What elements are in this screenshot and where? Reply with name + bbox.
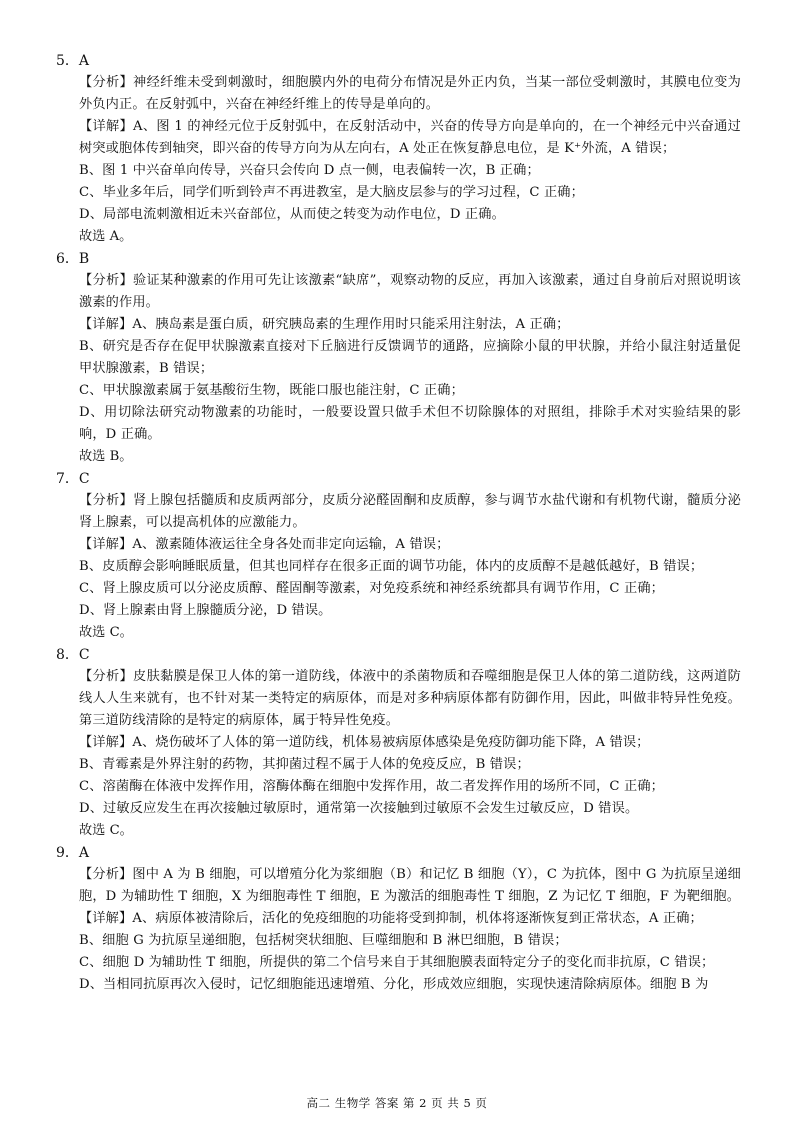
question-block-9 — [56, 843, 741, 996]
detail-line: C、溶菌酶在体液中发挥作用，溶酶体酶在细胞中发挥作用，故二者发挥作用的场所不同，C 正确； — [79, 779, 664, 794]
answer-page-content — [56, 51, 741, 996]
question-number: 8．C — [56, 647, 90, 663]
question-block-6 — [56, 249, 741, 468]
detail-line: 【详解】A、激素随体液运往全身各处而非定向运输，A 错误； — [79, 537, 450, 552]
detail-line: C、毕业多年后，同学们听到铃声不再进教室，是大脑皮层参与的学习过程，C 正确； — [79, 185, 584, 200]
question-block-8 — [56, 645, 741, 842]
conclusion-line: 故选 C。 — [79, 625, 133, 640]
question-block-5 — [56, 51, 741, 248]
detail-line: C、细胞 D 为辅助性 T 细胞，所提供的第二个信号来自于其细胞膜表面特定分子的变化而非抗原，C 错误； — [79, 955, 715, 970]
detail-line: B、研究是否存在促甲状腺激素直接对下丘脑进行反馈调节的通路，应摘除小鼠的甲状腺，并给小鼠注射适量促甲状腺激素，B 错误； — [79, 339, 741, 376]
analysis-paragraph: 【分析】验证某种激素的作用可先让该激素“缺席”，观察动物的反应，再加入该激素，通过自身前后对照说明该激素的作用。 — [79, 273, 741, 310]
detail-line: D、肾上腺素由肾上腺髓质分泌，D 错误。 — [79, 603, 332, 618]
conclusion-line: 故选 B。 — [79, 449, 133, 464]
analysis-paragraph: 【分析】肾上腺包括髓质和皮质两部分，皮质分泌醛固酮和皮质醇，参与调节水盐代谢和有机物代谢，髓质分泌肾上腺素，可以提高机体的应激能力。 — [79, 493, 741, 530]
analysis-paragraph: 【分析】图中 A 为 B 细胞，可以增殖分化为浆细胞（B）和记忆 B 细胞（Y），C 为抗体，图中 G 为抗原呈递细胞，D 为辅助性 T 细胞，X 为细胞毒性 T 细胞，E 为激活的细胞毒性 T 细胞，Z 为记忆 T 细胞，F 为靶细胞。 — [79, 867, 741, 904]
analysis-paragraph: 【分析】皮肤黏膜是保卫人体的第一道防线，体液中的杀菌物质和吞噬细胞是保卫人体的第二道防线，这两道防线人人生来就有，也不针对某一类特定的病原体，而是对多种病原体都有防御作用，因此，叫做非特异性免疫。第三道防线清除的是特定的病原体，属于特异性免疫。 — [79, 669, 741, 728]
detail-line: D、过敏反应发生在再次接触过敏原时，通常第一次接触到过敏原不会发生过敏反应，D 错误。 — [79, 801, 639, 816]
detail-line: D、用切除法研究动物激素的功能时，一般要设置只做手术但不切除腺体的对照组，排除手术对实验结果的影响，D 正确。 — [79, 405, 741, 442]
detail-line: B、青霉素是外界注射的药物，其抑菌过程不属于人体的免疫反应，B 错误； — [79, 757, 530, 772]
conclusion-line: 故选 A。 — [79, 229, 133, 244]
question-number: 9．A — [56, 845, 90, 861]
detail-line: 【详解】A、图 1 的神经元位于反射弧中，在反射活动中，兴奋的传导方向是单向的，在一个神经元中兴奋通过树突或胞体传到轴突，即兴奋的传导方向为从左向右，A 处正在恢复静息电位，是 K⁺外流，A 错误； — [79, 119, 741, 156]
detail-line: B、图 1 中兴奋单向传导，兴奋只会传向 D 点一侧，电表偏转一次，B 正确； — [79, 163, 540, 178]
question-number: 6．B — [56, 251, 90, 267]
detail-line: D、当相同抗原再次入侵时，记忆细胞能迅速增殖、分化，形成效应细胞，实现快速清除病原体。细胞 B 为 — [79, 977, 709, 992]
detail-line: C、肾上腺皮质可以分泌皮质醇、醛固酮等激素，对免疫系统和神经系统都具有调节作用，C 正确； — [79, 581, 664, 596]
page-footer: 高二 生物学 答案 第 2 页 共 5 页 — [306, 1096, 488, 1110]
question-number: 5．A — [56, 53, 90, 69]
question-block-7 — [56, 469, 741, 644]
detail-line: 【详解】A、病原体被清除后，活化的免疫细胞的功能将受到抑制，机体将逐渐恢复到正常状态，A 正确； — [79, 911, 703, 926]
analysis-paragraph: 【分析】神经纤维未受到刺激时，细胞膜内外的电荷分布情况是外正内负，当某一部位受刺激时，其膜电位变为外负内正。在反射弧中，兴奋在神经纤维上的传导是单向的。 — [79, 75, 741, 112]
detail-line: B、细胞 G 为抗原呈递细胞，包括树突状细胞、巨噬细胞和 B 淋巴细胞，B 错误； — [79, 933, 568, 948]
conclusion-line: 故选 C。 — [79, 823, 133, 838]
detail-line: B、皮质醇会影响睡眠质量，但其也同样存在很多正面的调节功能，体内的皮质醇不是越低越好，B 错误； — [79, 559, 704, 574]
detail-line: 【详解】A、胰岛素是蛋白质，研究胰岛素的生理作用时只能采用注射法，A 正确； — [79, 317, 570, 332]
detail-line: C、甲状腺激素属于氨基酸衍生物，既能口服也能注射，C 正确； — [79, 383, 464, 398]
detail-line: D、局部电流刺激相近未兴奋部位，从而使之转变为动作电位，D 正确。 — [79, 207, 505, 222]
detail-line: 【详解】A、烧伤破坏了人体的第一道防线，机体易被病原体感染是免疫防御功能下降，A 错误； — [79, 735, 650, 750]
question-number: 7．C — [56, 471, 90, 487]
